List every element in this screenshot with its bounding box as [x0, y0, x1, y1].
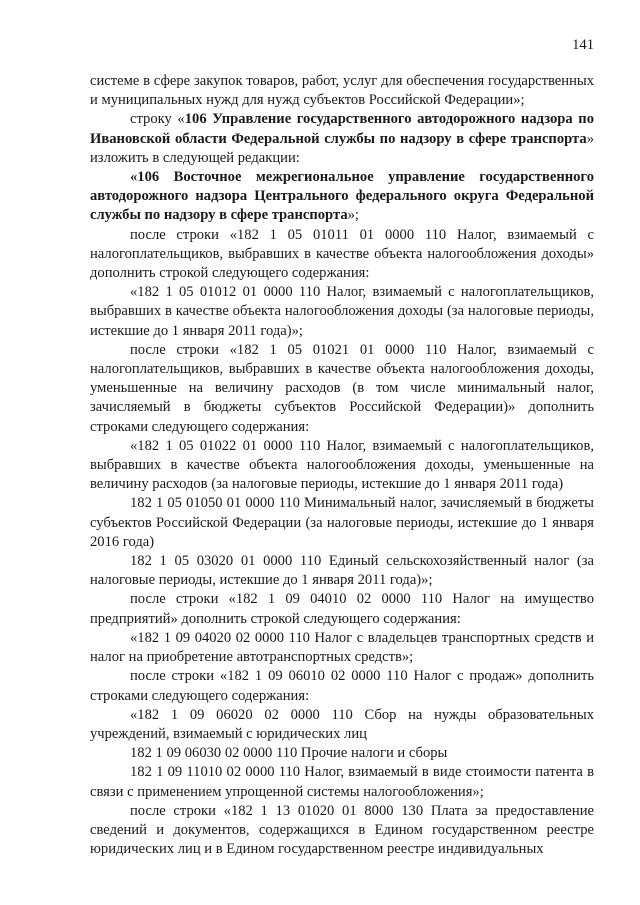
text-run: » изложить в следующей редакции:: [90, 130, 594, 166]
page-number: 141: [572, 37, 594, 53]
paragraph: «182 1 09 04020 02 0000 110 Налог с владельцев транспортных средств и налог на приобретение автотранспортных средств»;: [90, 629, 594, 666]
paragraph: после строки «182 1 09 06010 02 0000 110 Налог с продаж» дополнить строками следующего содержания:: [90, 668, 594, 704]
paragraph: 182 1 09 06030 02 0000 110 Прочие налоги и сборы: [130, 745, 448, 762]
document-body: [90, 72, 594, 859]
paragraph: «182 1 05 01012 01 0000 110 Налог, взимаемый с налогоплательщиков, выбравших в качестве объекта налогообложения доходы (за налоговые периоды, истекшие до 1 января 2011 года)»;: [90, 284, 594, 339]
paragraph: после строки «182 1 09 04010 02 0000 110 Налог на имущество предприятий» дополнить строкой следующего содержания:: [90, 591, 594, 627]
paragraph: 182 1 05 01050 01 0000 110 Минимальный налог, зачисляемый в бюджеты субъектов Российской Федерации (за налоговые периоды, истекшие до 1 января 2016 года): [90, 495, 594, 550]
paragraph: после строки «182 1 05 01011 01 0000 110 Налог, взимаемый с налогоплательщиков, выбравших в качестве объекта налогообложения доходы» дополнить строкой следующего содержания:: [90, 226, 594, 282]
paragraph: системе в сфере закупок товаров, работ, услуг для обеспечения государственных и муниципальных нужд для нужд субъектов Российской Федерации»;: [90, 73, 594, 109]
paragraph: [90, 110, 594, 168]
paragraph: после строки «182 1 05 01021 01 0000 110 Налог, взимаемый с налогоплательщиков, выбравших в качестве объекта налогообложения доходы, уменьшенные на величину расходов (в том числе минимальный налог, зачисляемый в бюджеты субъектов Российской Федерации)» дополнить строками следующего содержания:: [90, 341, 594, 435]
text-run: строку «: [130, 111, 185, 128]
text-run: »;: [347, 207, 359, 224]
bold-text: «106 Восточное межрегиональное управление государственного автодорожного надзора Центрального федерального округа Федеральной службы по надзору в сфере транспорта: [90, 169, 594, 224]
paragraph: после строки «182 1 13 01020 01 8000 130 Плата за предоставление сведений и документов, содержащихся в Едином государственном реестре юридических лиц и в Едином государственном реестре индивидуальных: [90, 802, 594, 858]
paragraph: [90, 168, 594, 226]
paragraph: 182 1 09 11010 02 0000 110 Налог, взимаемый в виде стоимости патента в связи с применением упрощенной системы налогообложения»;: [90, 764, 594, 800]
paragraph: «182 1 05 01022 01 0000 110 Налог, взимаемый с налогоплательщиков, выбравших в качестве объекта налогообложения доходы, уменьшенные на величину расходов (за налоговые периоды, истекшие до 1 января 2011 года): [90, 437, 594, 493]
bold-text: 106 Управление государственного автодорожного надзора по Ивановской области Федеральной службы по надзору в сфере транспорта: [90, 111, 594, 147]
paragraph: «182 1 09 06020 02 0000 110 Сбор на нужды образовательных учреждений, взимаемый с юридических лиц: [90, 706, 594, 742]
paragraph: 182 1 05 03020 01 0000 110 Единый сельскохозяйственный налог (за налоговые периоды, истекшие до 1 января 2011 года)»;: [90, 553, 594, 589]
